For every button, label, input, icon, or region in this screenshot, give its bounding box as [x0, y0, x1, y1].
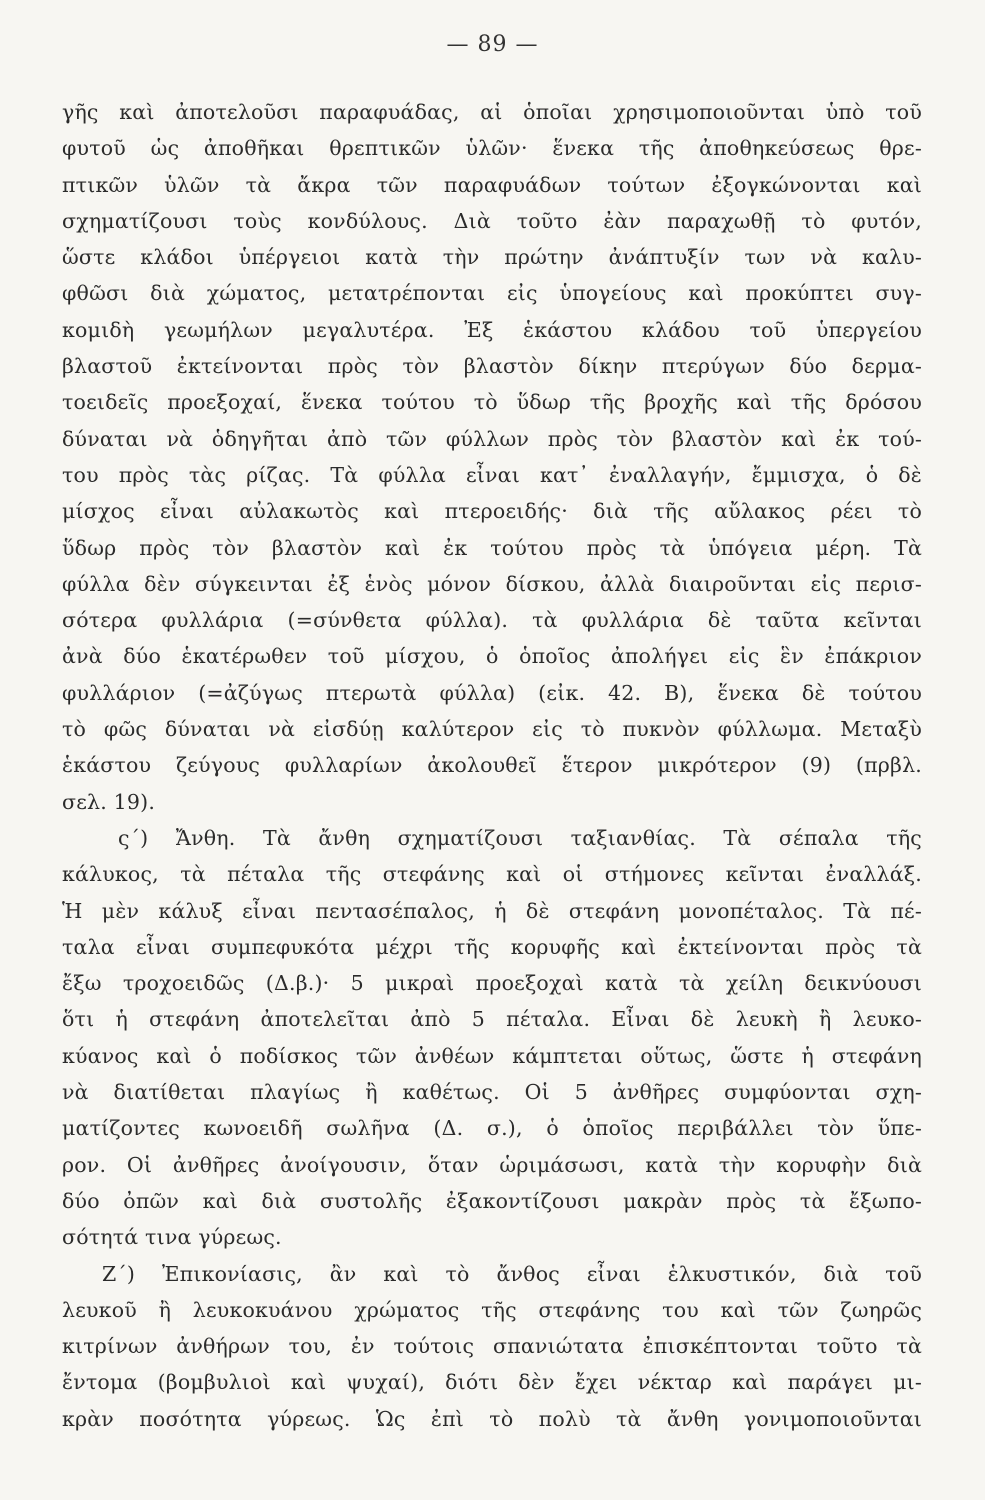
text-line: κύανος καὶ ὁ ποδίσκος τῶν ἀνθέων κάμπτεται οὕτως, ὥστε ἡ στεφάνη: [62, 1043, 922, 1068]
text-line: ἔντομα (βομβυλιοὶ καὶ ψυχαί), διότι δὲν ἔχει νέκταρ καὶ παράγει μι-: [62, 1370, 922, 1395]
text-line: ὥστε κλάδοι ὑπέργειοι κατὰ τὴν πρώτην ἀνάπτυξίν των νὰ καλυ-: [62, 245, 922, 270]
text-line: δύο ὀπῶν καὶ διὰ συστολῆς ἐξακοντίζουσι μακρὰν πρὸς τὰ ἔξωπο-: [62, 1188, 922, 1213]
text-line: φύλλα δὲν σύγκεινται ἐξ ἑνὸς μόνον δίσκου, ἀλλὰ διαιροῦνται εἰς περισ-: [62, 571, 922, 596]
text-line: ἔξω τροχοειδῶς (Δ.β.)· 5 μικραὶ προεξοχαὶ κατὰ τὰ χείλη δεικνύουσι: [62, 971, 922, 996]
page-number: — 89 —: [446, 32, 539, 57]
text-line: Ἡ μὲν κάλυξ εἶναι πεντασέπαλος, ἡ δὲ στεφάνη μονοπέταλος. Τὰ πέ-: [62, 898, 922, 923]
text-line: νὰ διατίθεται πλαγίως ἢ καθέτως. Οἱ 5 ἀνθῆρες συμφύονται σχη-: [62, 1080, 922, 1105]
text-line: λευκοῦ ἢ λευκοκυάνου χρώματος τῆς στεφάνης του καὶ τῶν ζωηρῶς: [62, 1297, 922, 1322]
text-line: σότητά τινα γύρεως.: [62, 1225, 282, 1250]
text-line: τοειδεῖς προεξοχαί, ἕνεκα τούτου τὸ ὕδωρ τῆς βροχῆς καὶ τῆς δρόσου: [62, 390, 922, 415]
text-line: κιτρίνων ἀνθήρων του, ἐν τούτοις σπανιώτατα ἐπισκέπτονται τοῦτο τὰ: [62, 1334, 922, 1359]
text-line: σχηματίζουσι τοὺς κονδύλους. Διὰ τοῦτο ἐὰν παραχωθῇ τὸ φυτόν,: [62, 208, 922, 233]
text-line: φυτοῦ ὡς ἀποθῆκαι θρεπτικῶν ὑλῶν· ἕνεκα τῆς ἀποθηκεύσεως θρε-: [62, 136, 922, 161]
text-line: ματίζοντες κωνοειδῆ σωλῆνα (Δ. σ.), ὁ ὁποῖος περιβάλλει τὸν ὕπε-: [62, 1116, 922, 1141]
text-line: ὅτι ἡ στεφάνη ἀποτελεῖται ἀπὸ 5 πέταλα. Εἶναι δὲ λευκὴ ἢ λευκο-: [62, 1007, 922, 1032]
text-line: βλαστοῦ ἐκτείνονται πρὸς τὸν βλαστὸν δίκην πτερύγων δύο δερμα-: [62, 354, 922, 379]
section-heading-line: ς΄) Ἄνθη. Τὰ ἄνθη σχηματίζουσι ταξιανθίας. Τὰ σέπαλα τῆς: [118, 825, 922, 850]
text-line: ἑκάστου ζεύγους φυλλαρίων ἀκολουθεῖ ἕτερον μικρότερον (9) (πρβλ.: [62, 753, 922, 778]
text-line: φυλλάριον (=ἀζύγως πτερωτὰ φύλλα) (εἰκ. 42. Β), ἕνεκα δὲ τούτου: [62, 680, 922, 705]
text-line: κομιδὴ γεωμήλων μεγαλυτέρα. Ἐξ ἑκάστου κλάδου τοῦ ὑπεργείου: [62, 317, 922, 342]
text-line: δύναται νὰ ὁδηγῆται ἀπὸ τῶν φύλλων πρὸς τὸν βλαστὸν καὶ ἐκ τού-: [62, 426, 922, 451]
text-line: πτικῶν ὑλῶν τὰ ἄκρα τῶν παραφυάδων τούτων ἐξογκώνονται καὶ: [62, 172, 922, 197]
text-line: σελ. 19).: [62, 789, 156, 814]
body-text: [62, 94, 922, 1437]
text-line: τὸ φῶς δύναται νὰ εἰσδύῃ καλύτερον εἰς τὸ πυκνὸν φύλλωμα. Μεταξὺ: [62, 717, 922, 742]
text-line: ταλα εἶναι συμπεφυκότα μέχρι τῆς κορυφῆς καὶ ἐκτείνονται πρὸς τὰ: [62, 934, 922, 959]
text-line: ὕδωρ πρὸς τὸν βλαστὸν καὶ ἐκ τούτου πρὸς τὰ ὑπόγεια μέρη. Τὰ: [62, 535, 922, 560]
text-line: κρὰν ποσότητα γύρεως. Ὡς ἐπὶ τὸ πολὺ τὰ ἄνθη γονιμοποιοῦνται: [62, 1406, 922, 1431]
text-line: φθῶσι διὰ χώματος, μετατρέπονται εἰς ὑπογείους καὶ προκύπτει συγ-: [62, 281, 922, 306]
section-heading-line: Ζ΄) Ἐπικονίασις, ἂν καὶ τὸ ἄνθος εἶναι ἑλκυστικόν, διὰ τοῦ: [102, 1261, 922, 1286]
text-line: μίσχος εἶναι αὐλακωτὸς καὶ πτεροειδής· διὰ τῆς αὔλακος ρέει τὸ: [62, 499, 922, 524]
text-line: ἀνὰ δύο ἑκατέρωθεν τοῦ μίσχου, ὁ ὁποῖος ἀπολήγει εἰς ἓν ἐπάκριον: [62, 644, 922, 669]
text-line: κάλυκος, τὰ πέταλα τῆς στεφάνης καὶ οἱ στήμονες κεῖνται ἐναλλάξ.: [62, 862, 922, 887]
text-line: του πρὸς τὰς ρίζας. Τὰ φύλλα εἶναι κατ᾽ ἐναλλαγήν, ἔμμισχα, ὁ δὲ: [62, 462, 922, 487]
text-line: γῆς καὶ ἀποτελοῦσι παραφυάδας, αἱ ὁποῖαι χρησιμοποιοῦνται ὑπὸ τοῦ: [62, 100, 922, 124]
text-line: σότερα φυλλάρια (=σύνθετα φύλλα). τὰ φυλλάρια δὲ ταῦτα κεῖνται: [62, 608, 922, 633]
text-line: ρον. Οἱ ἀνθῆρες ἀνοίγουσιν, ὅταν ὡριμάσωσι, κατὰ τὴν κορυφὴν διὰ: [62, 1152, 922, 1177]
